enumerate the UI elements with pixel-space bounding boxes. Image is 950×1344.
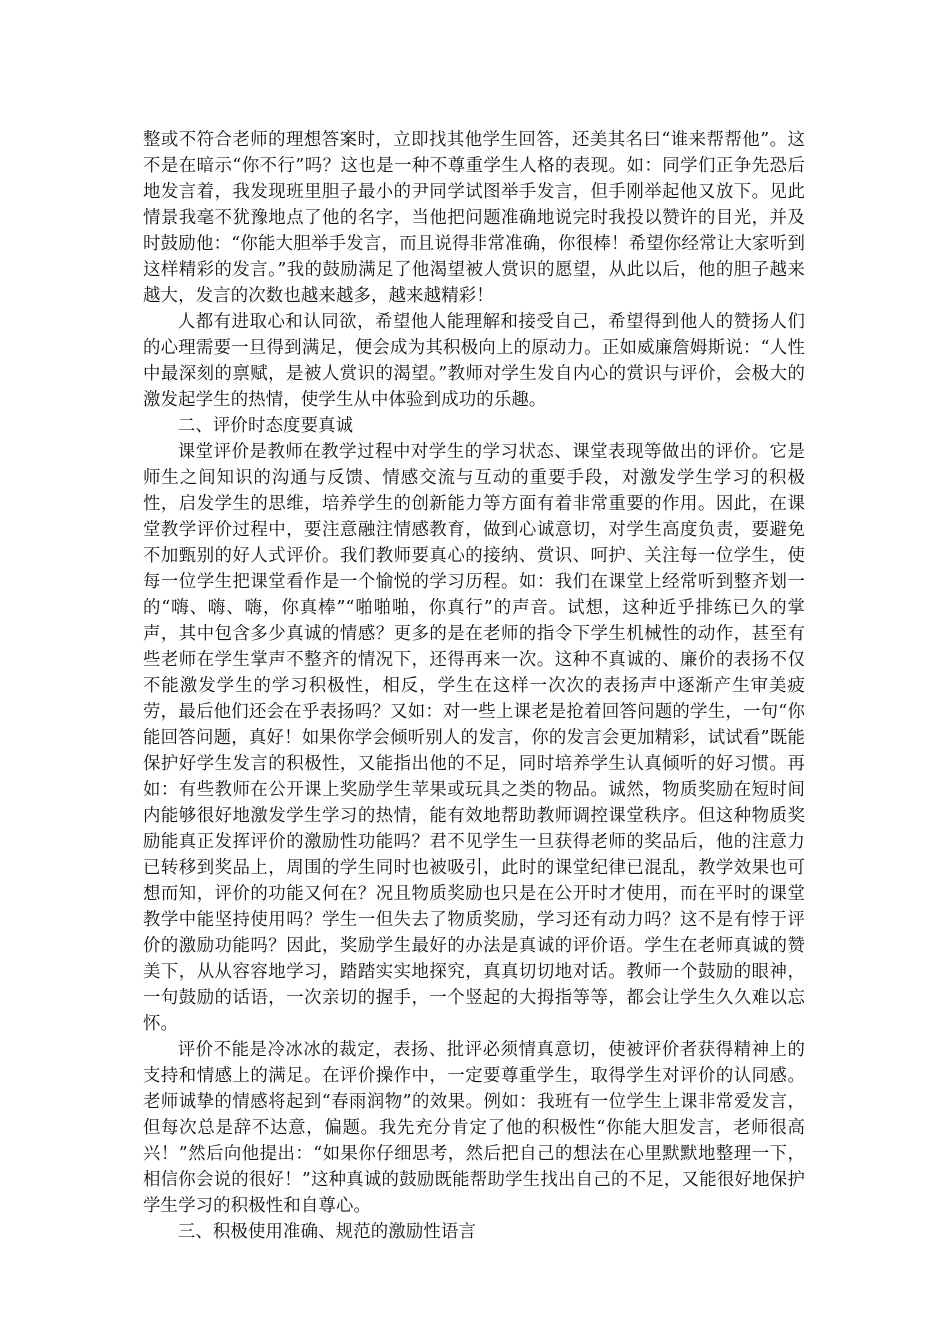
paragraph-classroom-evaluation: 课堂评价是教师在教学过程中对学生的学习状态、课堂表现等做出的评价。它是师生之间知识的沟通与反馈、情感交流与互动的重要手段，对激发学生学习的积极性，启发学生的思维，培养学生的创新能力等方面有着非常重要的作用。因此，在课堂教学评价过程中，要注意融注情感教育，做到心诚意切，对学生高度负责，要避免不加甄别的好人式评价。我们教师要真心的接纳、赏识、呵护、关注每一位学生，使每一位学生把课堂看作是一个愉悦的学习历程。如：我们在课堂上经常听到整齐划一的“嗨、嗨、嗨，你真棒”“啪啪啪，你真行”的声音。试想，这种近乎排练已久的掌声，其中包含多少真诚的情感？更多的是在老师的指令下学生机械性的动作，甚至有些老师在学生掌声不整齐的情况下，还得再来一次。这种不真诚的、廉价的表扬不仅不能激发学生的学习积极性，相反，学生在这样一次次的表扬声中逐渐产生审美疲劳，最后他们还会在乎表扬吗？又如：对一些上课老是抢着回答问题的学生，一句“你能回答问题，真好！如果你学会倾听别人的发言，你的发言会更加精彩，试试看”既能保护好学生发言的积极性，又能指出他的不足，同时培养学生认真倾听的好习惯。再如：有些教师在公开课上奖励学生苹果或玩具之类的物品。诚然，物质奖励在短时间内能够很好地激发学生学习的热情，能有效地帮助教师调控课堂秩序。但这种物质奖励能真正发挥评价的激励性功能吗？君不见学生一旦获得老师的奖品后，他的注意力已转移到奖品上，周围的学生同时也被吸引，此时的课堂纪律已混乱，教学效果也可想而知，评价的功能又何在？况且物质奖励也只是在公开时才使用，而在平时的课堂教学中能坚持使用吗？学生一但失去了物质奖励，学习还有动力吗？这不是有悖于评价的激励功能吗？因此，奖励学生最好的办法是真诚的评价语。学生在老师真诚的赞美下，从从容容地学习，踏踏实实地探究，真真切切地对话。教师一个鼓励的眼神，一句鼓励的话语，一次亲切的握手，一个竖起的大拇指等等，都会让学生久久难以忘怀。 bbox=[143, 442, 805, 1034]
paragraph-continued: 整或不符合老师的理想答案时，立即找其他学生回答，还美其名曰“谁来帮帮他”。这不是在暗示“你不行”吗？这也是一种不尊重学生人格的表现。如：同学们正争先恐后地发言着，我发现班里胆子最小的尹同学试图举手发言，但手刚举起他又放下。见此情景我毫不犹豫地点了他的名字，当他把问题准确地说完时我投以赞许的目光，并及时鼓励他：“你能大胆举手发言，而且说得非常准确，你很棒！希望你经常让大家听到这样精彩的发言。”我的鼓励满足了他渴望被人赏识的愿望，从此以后，他的胆子越来越大，发言的次数也越来越多，越来越精彩！ bbox=[143, 130, 805, 306]
section-heading-3: 三、积极使用准确、规范的激励性语言 bbox=[177, 1222, 476, 1242]
paragraph-recognition: 人都有进取心和认同欲，希望他人能理解和接受自己，希望得到他人的赞扬人们的心理需要一旦得到满足，便会成为其积极向上的原动力。正如威廉詹姆斯说：“人性中最深刻的禀赋，是被人赏识的渴望。”教师对学生发自内心的赏识与评价，会极大的激发起学生的热情，使学生从中体验到成功的乐趣。 bbox=[143, 312, 805, 410]
section-heading-2: 二、评价时态度要真诚 bbox=[177, 416, 354, 436]
paragraph-sincere-evaluation: 评价不能是冷冰冰的裁定，表扬、批评必须情真意切，使被评价者获得精神上的支持和情感上的满足。在评价操作中，一定要尊重学生，取得学生对评价的认同感。老师诚挚的情感将起到“春雨润物”的效果。例如：我班有一位学生上课非常爱发言，但每次总是辞不达意，偏题。我先充分肯定了他的积极性“你能大胆发言，老师很高兴！”然后向他提出：“如果你仔细思考，然后把自己的想法在心里默默地整理一下，相信你会说的很好！”这种真诚的鼓励既能帮助学生找出自己的不足，又能很好地保护学生学习的积极性和自尊心。 bbox=[143, 1040, 805, 1216]
document-body bbox=[143, 127, 805, 1245]
